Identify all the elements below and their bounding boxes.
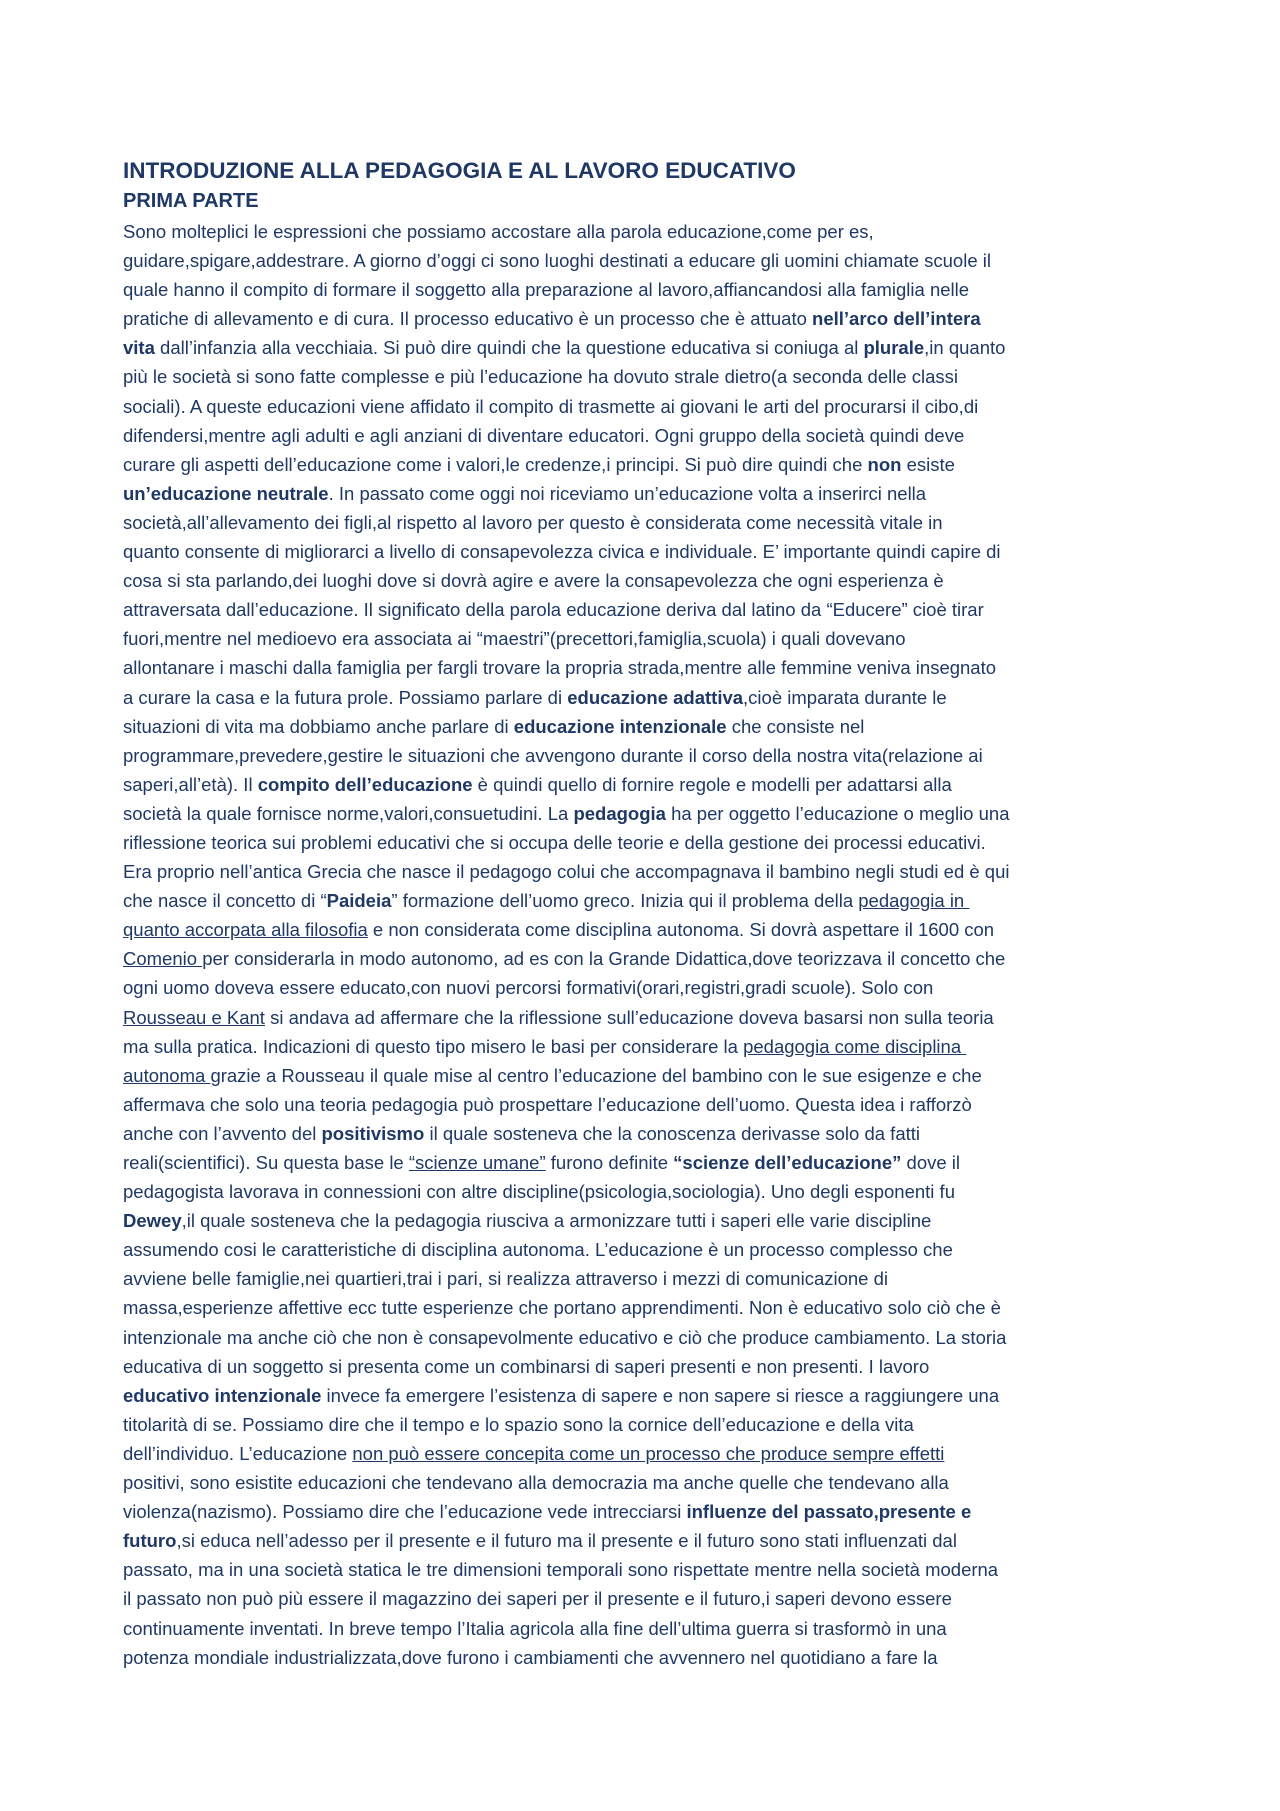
text-run: fuori,mentre nel medioevo era associata ai “maestri”(precettori,famiglia,scuola) i quali dovevano bbox=[123, 628, 906, 650]
text-line bbox=[123, 886, 1168, 915]
text-line bbox=[123, 1090, 1168, 1119]
text-line bbox=[123, 1643, 1168, 1672]
text-run: quale hanno il compito di formare il soggetto alla preparazione al lavoro,affiancandosi alla famiglia nelle bbox=[123, 279, 970, 301]
text-run: che consiste nel bbox=[726, 715, 865, 737]
text-run: positivi, sono esistite educazioni che tendevano alla democrazia ma anche quelle che tendevano alla bbox=[123, 1472, 949, 1494]
text-line bbox=[123, 1352, 1168, 1381]
text-line bbox=[123, 712, 1168, 741]
text-run: passato, ma in una società statica le tre dimensioni temporali sono rispettate mentre nella società moderna bbox=[123, 1559, 999, 1581]
text-run: curare gli aspetti dell’educazione come i valori,le credenze,i principi. Si può dire quindi che bbox=[123, 453, 868, 475]
bold-text: “scienze dell’educazione” bbox=[673, 1152, 902, 1173]
text-run: ,in quanto bbox=[924, 337, 1006, 359]
text-run: è quindi quello di fornire regole e modelli per adattarsi alla bbox=[472, 773, 952, 795]
text-line bbox=[123, 799, 1168, 828]
text-line bbox=[123, 1381, 1168, 1410]
text-run: dell’individuo. L’educazione bbox=[123, 1442, 353, 1464]
underlined-text: autonoma bbox=[123, 1064, 211, 1086]
text-line bbox=[123, 275, 1168, 304]
text-line bbox=[123, 1614, 1168, 1643]
text-run: il passato non può più essere il magazzino dei saperi per il presente e il futuro,i saperi devono essere bbox=[123, 1588, 952, 1610]
text-run: pedagogista lavorava in connessioni con altre discipline(psicologia,sociologia). Uno degli esponenti fu bbox=[123, 1181, 955, 1203]
text-line bbox=[123, 653, 1168, 682]
text-line bbox=[123, 1003, 1168, 1032]
text-run: a curare la casa e la futura prole. Possiamo parlare di bbox=[123, 686, 568, 708]
bold-text: Paideia bbox=[326, 890, 392, 912]
text-run: quanto consente di migliorarci a livello di consapevolezza civica e individuale. E’ importante quindi capire di bbox=[123, 541, 1001, 563]
bold-text: influenze del passato,presente e bbox=[686, 1501, 972, 1523]
underlined-text: quanto accorpata alla filosofia bbox=[123, 919, 368, 941]
text-run: ogni uomo doveva essere educato,con nuovi percorsi formativi(orari,registri,gradi scuole). Solo con bbox=[123, 977, 934, 999]
text-run: e non considerata come disciplina autonoma. Si dovrà aspettare il 1600 con bbox=[367, 919, 995, 941]
text-line bbox=[123, 1061, 1168, 1090]
text-line bbox=[123, 392, 1168, 421]
document-body bbox=[123, 157, 1168, 1672]
text-line bbox=[123, 1032, 1168, 1061]
text-run: Era proprio nell’antica Grecia che nasce il pedagogo colui che accompagnava il bambino negli studi ed è qui bbox=[123, 861, 1010, 883]
text-line bbox=[123, 1264, 1168, 1293]
underlined-text: Comenio bbox=[123, 948, 203, 970]
text-run: avviene belle famiglie,nei quartieri,trai i pari, si realizza attraverso i mezzi di comunicazione di bbox=[123, 1268, 889, 1290]
text-run: si andava ad affermare che la riflessione sull’educazione doveva basarsi non sulla teoria bbox=[264, 1006, 994, 1028]
text-line bbox=[123, 479, 1168, 508]
text-line bbox=[123, 857, 1168, 886]
text-run: ” formazione dell’uomo greco. Inizia qui il problema della bbox=[391, 890, 859, 912]
text-line bbox=[123, 828, 1168, 857]
text-run: dall’infanzia alla vecchiaia. Si può dire quindi che la questione educativa si coniuga al bbox=[154, 337, 864, 359]
text-run: ,il quale sosteneva che la pedagogia riusciva a armonizzare tutti i saperi elle varie discipline bbox=[181, 1210, 932, 1232]
text-run: il quale sosteneva che la conoscenza derivasse solo da fatti bbox=[424, 1122, 921, 1144]
text-run: . In passato come oggi noi riceviamo un’educazione volta a inserirci nella bbox=[328, 482, 927, 504]
text-line bbox=[123, 450, 1168, 479]
text-run: affermava che solo una teoria pedagogia può prospettare l’educazione dell’uomo. Questa idea i rafforzò bbox=[123, 1093, 972, 1115]
underlined-text: “scienze umane” bbox=[408, 1152, 546, 1173]
text-line bbox=[123, 1497, 1168, 1526]
text-run: invece fa emergere l’esistenza di sapere e non sapere si riesce a raggiungere una bbox=[321, 1384, 1000, 1406]
text-run: intenzionale ma anche ciò che non è consapevolmente educativo e ciò che produce cambiamento. La storia bbox=[123, 1326, 1007, 1348]
text-run: riflessione teorica sui problemi educativi che si occupa delle teorie e della gestione dei processi educativi. bbox=[123, 831, 986, 853]
text-line bbox=[123, 1119, 1168, 1148]
bold-text: positivismo bbox=[321, 1122, 425, 1144]
text-line bbox=[123, 770, 1168, 799]
text-run: più le società si sono fatte complesse e più l’educazione ha dovuto strale dietro(a seconda delle classi bbox=[123, 366, 959, 388]
text-run: che nasce il concetto di “ bbox=[123, 890, 327, 912]
text-run: massa,esperienze affettive ecc tutte esperienze che portano apprendimenti. Non è educativo solo ciò che è bbox=[123, 1297, 1001, 1319]
text-run: reali(scientifici). Su questa base le bbox=[123, 1152, 409, 1173]
bold-text: vita bbox=[123, 337, 155, 359]
text-run: società,all’allevamento dei figli,al rispetto al lavoro per questo è considerata come necessità vitale in bbox=[123, 511, 943, 533]
underlined-text: Rousseau e Kant bbox=[123, 1006, 265, 1028]
text-run: situazioni di vita ma dobbiamo anche parlare di bbox=[123, 715, 514, 737]
text-run: sociali). A queste educazioni viene affidato il compito di trasmette ai giovani le arti del procurarsi il cibo,di bbox=[123, 395, 979, 417]
text-line bbox=[123, 624, 1168, 653]
text-line bbox=[123, 683, 1168, 712]
text-run: ma sulla pratica. Indicazioni di questo tipo misero le basi per considerare la bbox=[123, 1035, 744, 1057]
text-line bbox=[123, 915, 1168, 944]
text-line bbox=[123, 246, 1168, 275]
text-run: grazie a Rousseau il quale mise al centro l’educazione del bambino con le sue esigenze e che bbox=[210, 1064, 982, 1086]
text-run: cosa si sta parlando,dei luoghi dove si dovrà agire e avere la consapevolezza che ogni esperienza è bbox=[123, 570, 944, 592]
bold-text: educazione intenzionale bbox=[513, 715, 727, 737]
underlined-text: pedagogia come disciplina bbox=[743, 1035, 967, 1057]
text-line bbox=[123, 944, 1168, 973]
document-title: INTRODUZIONE ALLA PEDAGOGIA E AL LAVORO EDUCATIVO bbox=[123, 158, 796, 183]
text-run: guidare,spigare,addestrare. A giorno d’oggi ci sono luoghi destinati a educare gli uomini chiamate scuole il bbox=[123, 250, 991, 272]
text-line bbox=[123, 217, 1168, 246]
text-run: esiste bbox=[901, 453, 955, 475]
text-run: dove il bbox=[901, 1152, 961, 1173]
text-line bbox=[123, 1555, 1168, 1584]
body-text bbox=[123, 217, 1168, 1672]
text-run: difendersi,mentre agli adulti e agli anziani di diventare educatori. Ogni gruppo della società quindi deve bbox=[123, 424, 965, 446]
bold-text: educazione adattiva bbox=[567, 686, 744, 708]
bold-text: Dewey bbox=[123, 1210, 182, 1232]
bold-text: non bbox=[867, 453, 902, 475]
text-line bbox=[123, 566, 1168, 595]
text-run: attraversata dall’educazione. Il significato della parola educazione deriva dal latino da “Educere” cioè tirar bbox=[123, 599, 984, 621]
underlined-text: non può essere concepita come un processo che produce sempre effetti bbox=[352, 1442, 945, 1464]
text-line bbox=[123, 1293, 1168, 1322]
text-run: saperi,all’età). Il bbox=[123, 773, 258, 795]
text-line bbox=[123, 508, 1168, 537]
text-run: per considerarla in modo autonomo, ad es con la Grande Didattica,dove teorizzava il concetto che bbox=[202, 948, 1006, 970]
text-line bbox=[123, 1235, 1168, 1264]
text-line bbox=[123, 1323, 1168, 1352]
bold-text: futuro bbox=[123, 1530, 177, 1552]
text-run: ,cioè imparata durante le bbox=[743, 686, 947, 708]
text-run: programmare,prevedere,gestire le situazioni che avvengono durante il corso della nostra vita(relazione ai bbox=[123, 744, 983, 766]
text-line bbox=[123, 362, 1168, 391]
text-run: pratiche di allevamento e di cura. Il processo educativo è un processo che è attuato bbox=[123, 308, 813, 330]
section-heading: PRIMA PARTE bbox=[123, 190, 259, 212]
text-run: furono definite bbox=[545, 1152, 674, 1173]
text-line bbox=[123, 1177, 1168, 1206]
text-line bbox=[123, 421, 1168, 450]
text-line bbox=[123, 1526, 1168, 1555]
text-line bbox=[123, 1439, 1168, 1468]
text-run: educativa di un soggetto si presenta come un combinarsi di saperi presenti e non presenti. I lavoro bbox=[123, 1355, 930, 1377]
text-run: Sono molteplici le espressioni che possiamo accostare alla parola educazione,come per es, bbox=[123, 221, 874, 242]
text-run: potenza mondiale industrializzata,dove furono i cambiamenti che avvennero nel quotidiano a fare la bbox=[123, 1646, 938, 1668]
bold-text: pedagogia bbox=[573, 802, 666, 824]
text-line bbox=[123, 1584, 1168, 1613]
text-run: ,si educa nell’adesso per il presente e il futuro ma il presente e il futuro sono stati influenzati dal bbox=[176, 1530, 957, 1552]
text-line bbox=[123, 973, 1168, 1002]
text-line bbox=[123, 304, 1168, 333]
text-line bbox=[123, 1206, 1168, 1235]
text-run: società la quale fornisce norme,valori,consuetudini. La bbox=[123, 802, 574, 824]
bold-text: compito dell’educazione bbox=[257, 773, 473, 795]
text-line bbox=[123, 333, 1168, 362]
bold-text: nell’arco dell’intera bbox=[812, 308, 981, 330]
text-run: ha per oggetto l’educazione o meglio una bbox=[665, 802, 1010, 824]
text-run: assumendo cosi le caratteristiche di disciplina autonoma. L’educazione è un processo complesso che bbox=[123, 1239, 953, 1261]
text-line bbox=[123, 1148, 1168, 1177]
text-run: allontanare i maschi dalla famiglia per fargli trovare la propria strada,mentre alle femmine veniva insegnato bbox=[123, 657, 997, 679]
text-run: titolarità di se. Possiamo dire che il tempo e lo spazio sono la cornice dell’educazione e della vita bbox=[123, 1413, 914, 1435]
text-line bbox=[123, 537, 1168, 566]
text-run: violenza(nazismo). Possiamo dire che l’educazione vede intrecciarsi bbox=[123, 1501, 687, 1523]
bold-text: plurale bbox=[863, 337, 925, 359]
text-line bbox=[123, 741, 1168, 770]
bold-text: un’educazione neutrale bbox=[123, 482, 329, 504]
text-run: continuamente inventati. In breve tempo l’Italia agricola alla fine dell’ultima guerra si trasformò in una bbox=[123, 1617, 947, 1639]
text-line bbox=[123, 1468, 1168, 1497]
underlined-text: pedagogia in bbox=[858, 890, 970, 912]
text-run: anche con l’avvento del bbox=[123, 1122, 322, 1144]
bold-text: educativo intenzionale bbox=[123, 1384, 322, 1406]
text-line bbox=[123, 1410, 1168, 1439]
text-line bbox=[123, 595, 1168, 624]
